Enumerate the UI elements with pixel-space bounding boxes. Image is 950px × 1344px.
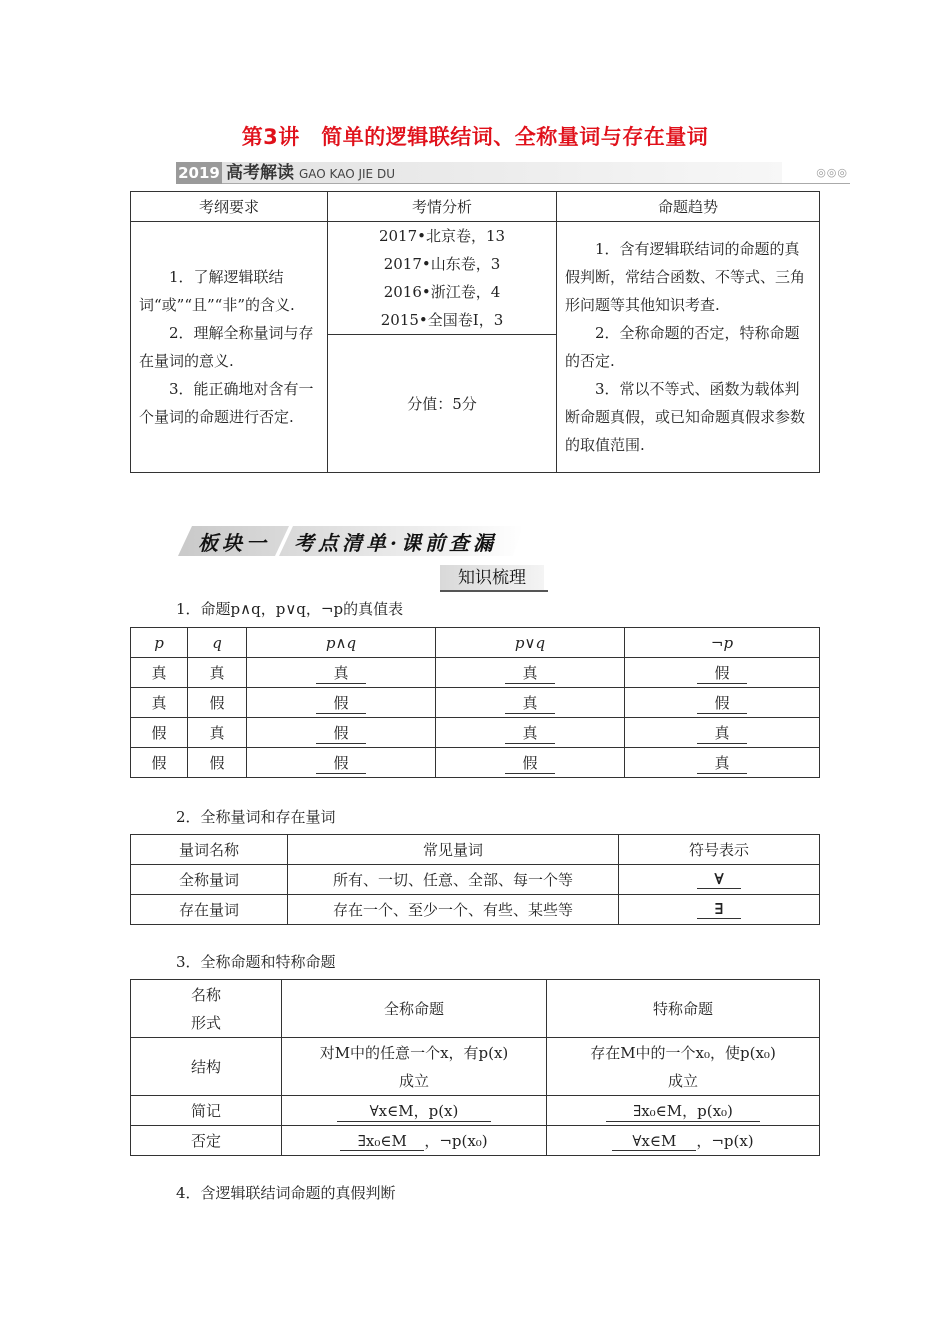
requirement-item: 2．理解全称量词与存在量词的意义. bbox=[139, 324, 314, 370]
existential-structure bbox=[547, 1038, 820, 1096]
heading-truth-judgment: 4．含逻辑联结词命题的真假判断 bbox=[176, 1184, 396, 1202]
existential-negation bbox=[547, 1126, 820, 1156]
truth-answer: 假 bbox=[697, 692, 747, 714]
heading-propositions: 3．全称命题和特称命题 bbox=[176, 953, 336, 971]
table-row bbox=[131, 688, 820, 718]
truth-cell: 假 bbox=[188, 748, 247, 778]
truth-cell: 假 bbox=[131, 718, 188, 748]
truth-cell: 假 bbox=[188, 688, 247, 718]
quant-header: 量词名称 bbox=[131, 835, 288, 865]
table-row bbox=[131, 748, 820, 778]
negation-blank: ∃x₀∈M bbox=[340, 1132, 424, 1151]
quant-cell: 全称量词 bbox=[131, 865, 288, 895]
truth-cell: 假 bbox=[131, 748, 188, 778]
table-row bbox=[131, 1126, 820, 1156]
banner-main bbox=[222, 162, 782, 184]
row-label: 简记 bbox=[131, 1096, 282, 1126]
truth-header: p bbox=[131, 628, 188, 658]
quant-header: 符号表示 bbox=[619, 835, 820, 865]
truth-cell: 真 bbox=[188, 658, 247, 688]
structure-line: 对M中的任意一个x，有p(x) bbox=[319, 1043, 509, 1062]
trends-cell bbox=[557, 222, 820, 473]
existential-shorthand: ∃x₀∈M，p(x₀) bbox=[606, 1100, 760, 1122]
table-row bbox=[131, 658, 820, 688]
quant-cell: 存在一个、至少一个、有些、某些等 bbox=[288, 895, 619, 925]
section-banner-text: 板块一 考点清单·课前查漏 bbox=[198, 531, 497, 555]
negation-rest: ，¬p(x₀) bbox=[424, 1132, 488, 1150]
corner-cell bbox=[131, 980, 282, 1038]
truth-answer: 真 bbox=[316, 662, 366, 684]
universal-header: 全称命题 bbox=[282, 980, 547, 1038]
exams-cell bbox=[328, 222, 557, 335]
truth-cell: 真 bbox=[131, 688, 188, 718]
requirement-item: 3．能正确地对含有一个量词的命题进行否定. bbox=[139, 380, 314, 426]
truth-answer: 假 bbox=[316, 692, 366, 714]
exam-item: 2016•浙江卷，4 bbox=[383, 283, 501, 301]
section-banner bbox=[178, 524, 538, 558]
truth-answer: 真 bbox=[505, 692, 555, 714]
truth-cell: 真 bbox=[188, 718, 247, 748]
requirement-item: 1．了解逻辑联结词“或”“且”“非”的含义. bbox=[139, 268, 295, 314]
banner-title: 高考解读 bbox=[226, 163, 294, 183]
exam-item: 2017•北京卷，13 bbox=[378, 227, 506, 245]
existential-header: 特称命题 bbox=[547, 980, 820, 1038]
corner-bottom: 形式 bbox=[190, 1013, 221, 1032]
truth-answer: 真 bbox=[505, 722, 555, 744]
overview-table bbox=[130, 191, 820, 473]
quant-cell: 所有、一切、任意、全部、每一个等 bbox=[288, 865, 619, 895]
banner-divider bbox=[222, 183, 850, 184]
overview-header: 考纲要求 bbox=[131, 192, 328, 222]
exists-symbol: ∃ bbox=[697, 900, 741, 919]
universal-structure bbox=[282, 1038, 547, 1096]
exam-item: 2017•山东卷，3 bbox=[383, 255, 501, 273]
truth-answer: 假 bbox=[697, 662, 747, 684]
table-row bbox=[131, 718, 820, 748]
row-label: 否定 bbox=[131, 1126, 282, 1156]
banner-dots-icon: ◎◎◎ bbox=[816, 166, 848, 179]
structure-line: 成立 bbox=[398, 1071, 429, 1090]
overview-header: 命题趋势 bbox=[557, 192, 820, 222]
forall-symbol: ∀ bbox=[697, 870, 741, 889]
truth-header: p∧q bbox=[247, 628, 436, 658]
truth-answer: 真 bbox=[697, 752, 747, 774]
table-row bbox=[131, 895, 820, 925]
truth-cell: 真 bbox=[131, 658, 188, 688]
truth-header: ¬p bbox=[625, 628, 820, 658]
structure-line: 成立 bbox=[667, 1071, 698, 1090]
truth-header: q bbox=[188, 628, 247, 658]
banner-subtitle: GAO KAO JIE DU bbox=[299, 167, 395, 181]
banner-year: 2019 bbox=[176, 162, 222, 184]
truth-answer: 假 bbox=[505, 752, 555, 774]
quant-header: 常见量词 bbox=[288, 835, 619, 865]
table-row bbox=[131, 1096, 820, 1126]
section-tag: 知识梳理 bbox=[440, 565, 544, 591]
truth-table bbox=[130, 627, 820, 778]
overview-header: 考情分析 bbox=[328, 192, 557, 222]
trend-item: 3．常以不等式、函数为载体判断命题真假，或已知命题真假求参数的取值范围. bbox=[565, 380, 806, 454]
truth-answer: 假 bbox=[316, 722, 366, 744]
score-cell: 分值：5分 bbox=[328, 335, 557, 473]
trend-item: 1．含有逻辑联结词的命题的真假判断，常结合函数、不等式、三角形问题等其他知识考查. bbox=[565, 240, 806, 314]
universal-negation bbox=[282, 1126, 547, 1156]
structure-line: 存在M中的一个x₀，使p(x₀) bbox=[590, 1043, 776, 1062]
quant-cell: 存在量词 bbox=[131, 895, 288, 925]
section-tag-underline bbox=[440, 590, 548, 592]
negation-blank: ∀x∈M bbox=[612, 1132, 696, 1151]
truth-answer: 真 bbox=[697, 722, 747, 744]
truth-header: p∨q bbox=[436, 628, 625, 658]
table-row bbox=[131, 865, 820, 895]
proposition-table bbox=[130, 979, 820, 1156]
negation-rest: ，¬p(x) bbox=[696, 1132, 754, 1150]
requirements-cell bbox=[131, 222, 328, 473]
trend-item: 2．全称命题的否定，特称命题的否定. bbox=[565, 324, 800, 370]
table-row bbox=[131, 1038, 820, 1096]
quantifier-table bbox=[130, 834, 820, 925]
heading-truth-table: 1．命题p∧q，p∨q，¬p的真值表 bbox=[176, 600, 404, 618]
page-title: 第3讲 简单的逻辑联结词、全称量词与存在量词 bbox=[241, 125, 709, 149]
exam-banner bbox=[176, 162, 850, 184]
corner-top: 名称 bbox=[190, 985, 221, 1004]
universal-shorthand: ∀x∈M，p(x) bbox=[337, 1100, 491, 1122]
heading-quantifiers: 2．全称量词和存在量词 bbox=[176, 808, 336, 826]
truth-answer: 真 bbox=[505, 662, 555, 684]
row-label: 结构 bbox=[131, 1038, 282, 1096]
truth-answer: 假 bbox=[316, 752, 366, 774]
exam-item: 2015•全国卷Ⅰ，3 bbox=[380, 311, 504, 329]
